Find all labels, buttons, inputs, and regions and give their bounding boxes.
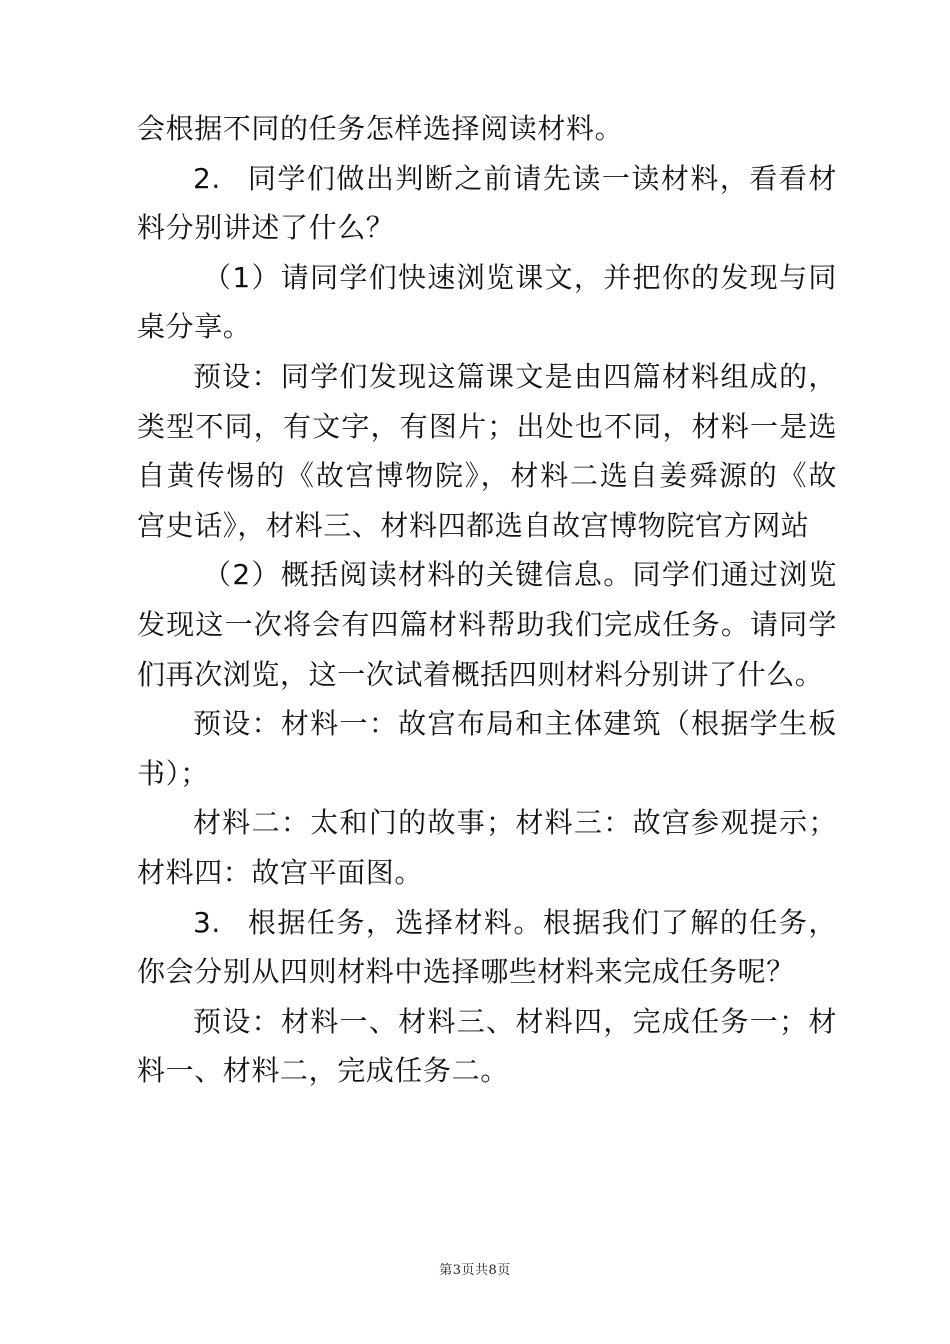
paragraph-step-3 (137, 898, 837, 997)
paragraph-preset-3 (137, 997, 837, 1096)
paragraph-preset-1 (137, 352, 837, 550)
paragraph-continuation (137, 104, 837, 154)
document-body (137, 104, 837, 1096)
paragraph-text: 会根据不同的任务怎样选择阅读材料。 (137, 112, 624, 145)
paragraph-text: 预设：材料一：故宫布局和主体建筑（根据学生板书）； (137, 707, 837, 790)
paragraph-step-2 (137, 154, 837, 253)
paragraph-text: 同学们做出判断之前请先读一读材料，看看材料分别讲述了什么？ (137, 161, 837, 245)
paragraph-preset-2 (137, 699, 837, 798)
step-number: 2. (193, 161, 221, 195)
paragraph-text: （2）概括阅读材料的关键信息。同学们通过浏览发现这一次将会有四篇材料帮助我们完成任务。请同学们再次浏览，这一次试着概括四则材料分别讲了什么。 (137, 558, 837, 691)
paragraph-text: 预设：同学们发现这篇课文是由四篇材料组成的，类型不同，有文字，有图片；出处也不同，材料一是选自黄传惕的《故宫博物院》，材料二选自姜舜源的《故宫史话》，材料三、材料四都选自故宫博物院官方网站 (137, 359, 837, 542)
page-number-footer: 第3页共8页 (439, 1263, 511, 1278)
paragraph-materials-list (137, 798, 837, 897)
paragraph-substep-1 (137, 253, 837, 352)
step-number: 3. (193, 905, 221, 939)
paragraph-text: 预设：材料一、材料三、材料四，完成任务一；材料一、材料二，完成任务二。 (137, 1004, 837, 1088)
paragraph-text: 材料二：太和门的故事；材料三：故宫参观提示；材料四：故宫平面图。 (137, 806, 837, 889)
paragraph-text: （1）请同学们快速浏览课文，并把你的发现与同桌分享。 (137, 260, 837, 344)
paragraph-text: 根据任务，选择材料。根据我们了解的任务，你会分别从四则材料中选择哪些材料来完成任务呢？ (137, 905, 837, 989)
paragraph-substep-2 (137, 550, 837, 699)
